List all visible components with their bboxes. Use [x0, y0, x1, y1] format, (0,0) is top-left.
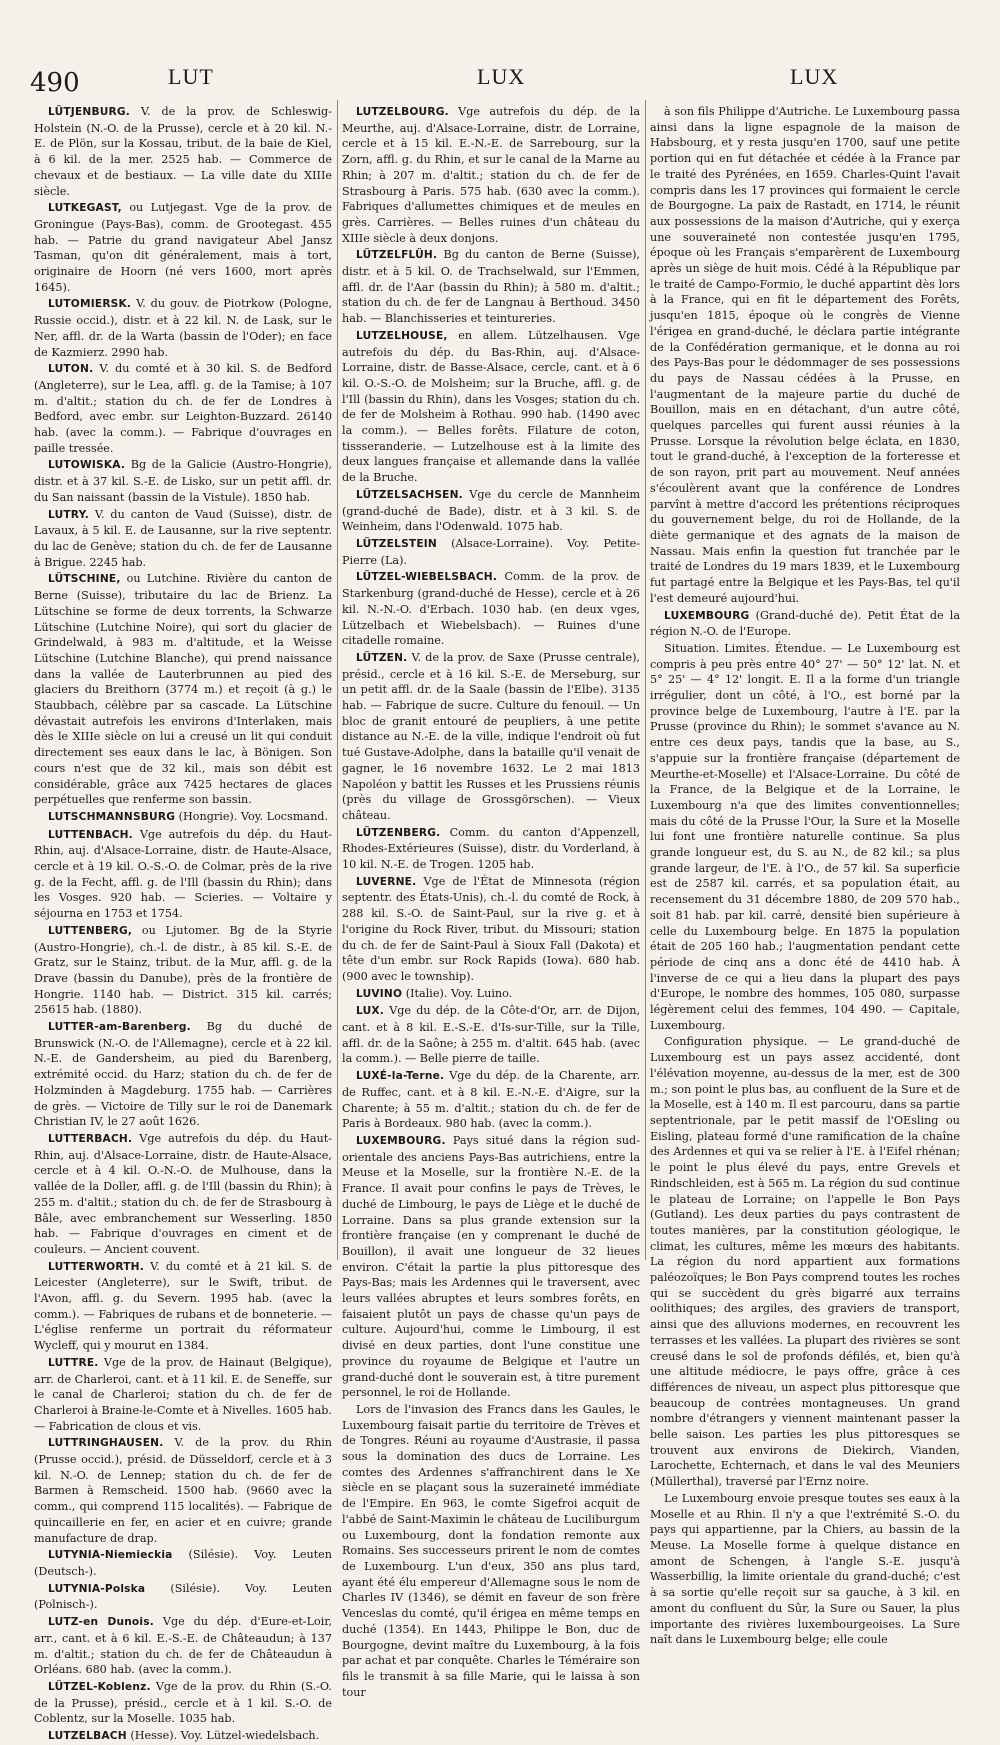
entry-text: ou Lutchine. Rivière du canton de Berne (Suisse), tributaire du lac de Brienz. La Lütschine se forme de deux torrents, la Schwarze Lütschine (Lutchine Noire), qui sort du glacier de Grindelwald, à 983 m. d'altitude, et la Weisse Lütschine (Lutchine Blanche), qui prend naissance dans la vallée de Lauterbrunnen au pied des glaciers du Breithorn (3774 m.) et reçoit (à g.) le Staubbach, célèbre par sa cascade. La Lütschine dévastait autrefois les environs d'Interlaken, mais dès le XIIIe siècle on lui a creusé un lit qui conduit directement ses eaux dans le lac, à Bönigen. Son cours n'est que de 32 kil., mais son débit est considérable, grâce aux 7425 hectares de glaces perpétuelles que renferme son bassin. — [34, 572, 332, 807]
entry-text: V. du comté et à 21 kil. S. de Leicester (Angleterre), sur le Swift, tribut. de l'Avon, affl. g. du Severn. 1995 hab. (avec la comm.). — Fabriques de rubans et de bonneterie. — L'église renferme un portrait du réformateur Wycleff, qui y mourut en 1384. — [34, 1259, 332, 1353]
right-headword: LUX — [790, 64, 839, 89]
entry-headword: LÜTZELSACHSEN. — [356, 488, 463, 501]
dictionary-entry — [34, 104, 332, 199]
dictionary-entry — [342, 874, 640, 985]
dictionary-entry — [342, 1003, 640, 1067]
dictionary-entry — [34, 457, 332, 505]
dictionary-entry — [342, 1068, 640, 1132]
dictionary-entry — [34, 296, 332, 360]
entry-headword: LUTTERWORTH. — [48, 1260, 144, 1273]
entry-text: Vge du cercle de Mannheim (grand-duché de Bade), distr. et à 3 kil. S. de Weinheim, dans l'Odenwald. 1075 hab. — [342, 487, 640, 534]
entry-text: Configuration physique. — Le grand-duché de Luxembourg est un pays assez accidenté, dont l'élévation moyenne, au-dessus de la mer, est de 300 m.; son point le plus bas, au confluent de la Sure et de la Moselle, est à 140 m. Il est parcouru, dans sa partie septentrionale, par le petit massif de l'OEsling ou Eisling, plateau formé d'une ramification de la chaîne des Ardennes et qui va se relier à l'E. à l'Eifel rhénan; le point le plus élevé du pays, entre Grevels et Rindschleiden, est à 565 m. La région du sud continue le plateau de Lorraine; on l'appelle le Bon Pays (Gutland). Les deux parties du pays contrastent de toutes manières, par la constitution géologique, le climat, les cultures, même les mœurs des habitants. La région du nord appartient aux formations paléozoïques; le Bon Pays comprend toutes les roches qui se succèdent du grès bigarré aux terrains oolithiques; des argiles, des graviers de transport, ainsi que des alluvions modernes, en recouvrent les terrasses et les vallées. La plupart des rivières se sont creusé dans le sol de profonds défilés, et, bien qu'à une altitude médiocre, le pays offre, grâce à ces différences de niveau, un aspect plus pittoresque que beaucoup de contrées montagneuses. Un grand nombre d'étrangers y viennent maintenant passer la belle saison. Les parties les plus pittoresques se trouvent aux environs de Diekirch, Vianden, Larochette, Echternach, et dans le val des Meuniers (Müllerthal), traversé par l'Ernz noire. — [650, 1035, 960, 1489]
entry-headword: LUX. — [356, 1005, 384, 1018]
entry-text: ou Lutjegast. Vge de la prov. de Groningue (Pays-Bas), comm. de Grootegast. 455 hab. — Patrie du grand navigateur Abel Jansz Tasman, qu'on dit généralement, mais à tort, originaire de Hoorn (né vers 1600, mort après 1645). — [34, 201, 332, 294]
entry-text: (Silésie). Voy. Leuten (Polnisch-). — [34, 1581, 332, 1612]
entry-paragraph — [650, 1491, 960, 1648]
dictionary-entry — [34, 200, 332, 295]
dictionary-entry — [34, 1728, 332, 1745]
entry-text: en allem. Lützelhausen. Vge autrefois du dép. du Bas-Rhin, auj. d'Alsace-Lorraine, distr. de Basse-Alsace, cercle, cant. et à 6 kil. O.-S.-O. de Molsheim; sur la Bruche, affl. g. de l'Ill (bassin du Rhin), dans les Vosges; station du ch. de fer de Molsheim à Rothau. 990 hab. (1490 avec la comm.). — Belles forêts. Filature de coton, tissseranderie. — Lutzelhouse est à la limite des deux langues française et allemande dans la vallée de la Bruche. — [342, 328, 640, 485]
dictionary-entry — [34, 507, 332, 571]
column-divider — [645, 100, 646, 1260]
column-divider — [337, 100, 338, 1260]
dictionary-entry — [342, 487, 640, 535]
dictionary-entry — [34, 571, 332, 808]
entry-text: à son fils Philippe d'Autriche. Le Luxembourg passa ainsi dans la ligne espagnole de la maison de Habsbourg, et y resta jusqu'en 1700, sauf une petite portion qui en fut détachée et cédée à la France par le traité des Pyrénées, en 1659. Charles-Quint l'avait compris dans les 17 provinces qui formaient le cercle de Bourgogne. La paix de Rastadt, en 1714, le réunit aux possessions de la maison d'Autriche, qui y exerça une souveraineté non contestée jusqu'en 1795, époque où les Français s'emparèrent de Luxembourg après un siège de huit mois. Cédé à la République par le traité de Campo-Formio, le duché appartint dès lors à la France, qui en fit le département des Forêts, jusqu'en 1815, époque où le congrès de Vienne l'érigea en grand-duché, le déclara partie intégrante de la Confédération germanique, et le donna au roi des Pays-Bas pour le dédommager de ses possessions du pays de Nassau cédées à la Prusse, en l'augmentant de la majeure partie du duché de Bouillon, mais en en détachant, d'un autre côté, quelques parcelles qui furent aussi réunies à la Prusse. Lorsque la révolution belge éclata, en 1830, tout le grand-duché, à l'exception de la forteresse et de son rayon, prit part au mouvement. Neuf années s'écoulèrent avant que la conférence de Londres parvînt à mettre d'accord les prétentions réciproques du gouvernement belge, du roi de Hollande, de la diète germanique et des agnats de la maison de Nassau. Mais enfin la question fut tranchée par le traité de Londres du 19 mars 1839, et le Luxembourg fut partagé entre la Belgique et les Pays-Bas, tel qu'il l'est demeuré aujourd'hui. — [650, 105, 960, 605]
entry-headword: LUTON. — [48, 363, 94, 376]
entry-paragraph — [650, 641, 960, 1034]
entry-headword: LÜTZENBERG. — [356, 826, 441, 839]
entry-headword: LUTZ-en Dunois. — [48, 1616, 154, 1629]
entry-text: (Italie). Voy. Luino. — [402, 986, 513, 1000]
entry-text: Vge autrefois du dép. du Haut-Rhin, auj. d'Alsace-Lorraine, distr. de Haute-Alsace, cercle et à 4 kil. O.-N.-O. de Mulhouse, dans la vallée de la Doller, affl. g. de l'Ill (bassin du Rhin); à 255 m. d'altit.; station du ch. de fer de Strasbourg à Bâle, avec embranchement sur Wesserling. 1850 hab. — Fabrique d'ouvrages en ciment et de couleurs. — Ancient couvent. — [34, 1132, 332, 1256]
text-column-2 — [342, 104, 640, 1699]
entry-headword: LÜTZELFLÜH. — [356, 249, 438, 262]
middle-headword: LUX — [477, 64, 526, 89]
entry-text: Bg du canton de Berne (Suisse), distr. et à 5 kil. O. de Trachselwald, sur l'Emmen, affl. dr. de l'Aar (bassin du Rhin); à 580 m. d'altit.; station du ch. de fer de Langnau à Berthoud. 3450 hab. — Blanchisseries et teintureries. — [342, 248, 640, 326]
entry-paragraph — [650, 1034, 960, 1489]
dictionary-entry — [342, 328, 640, 486]
entry-text: Vge autrefois du dép. de la Meurthe, auj. d'Alsace-Lorraine, distr. de Lorraine, cercle et à 15 kil. E.-N.-E. de Sarrebourg, sur la Zorn, affl. g. du Rhin, et sur le canal de la Marne au Rhin; à 207 m. d'altit.; station du ch. de fer de Strasbourg à Paris. 575 hab. (630 avec la comm.). Fabriques d'allumettes chimiques et de meules en grès. Carrières. — Belles ruines d'un château du XIIIe siècle à deux donjons. — [342, 105, 640, 245]
entry-headword: LUTYNIA-Niemieckia — [48, 1549, 173, 1562]
dictionary-entry — [342, 104, 640, 246]
entry-headword: LUTZELBOURG. — [356, 106, 449, 118]
entry-text: ou Ljutomer. Bg de la Styrie (Austro-Hongrie), ch.-l. de distr., à 85 kil. S.-E. de Gratz, sur le Stainz, tribut. de la Mur, affl. g. de la Drave (bassin du Danube), près de la frontière de Hongrie. 1140 hab. — District. 315 kil. carrés; 25615 hab. (1880). — [34, 923, 332, 1017]
dictionary-entry — [34, 1131, 332, 1258]
entry-text: Comm. du canton d'Appenzell, Rhodes-Extérieures (Suisse), distr. du Vorderland, à 10 kil. N.-E. de Trogen. 1205 hab. — [342, 825, 640, 872]
entry-paragraph — [650, 104, 960, 607]
dictionary-entry — [650, 608, 960, 640]
entry-text: Vge de la prov. du Rhin (S.-O. de la Prusse), présid., cercle et à 1 kil. S.-O. de Coblentz, sur la Moselle. 1035 hab. — [34, 1679, 332, 1726]
entry-text: Le Luxembourg envoie presque toutes ses eaux à la Moselle et au Rhin. Il n'y a que l'extrémité S.-O. du pays qui appartienne, par la Chiers, au bassin de la Meuse. La Moselle forme à quelque distance en amont de Schengen, à l'angle S.-E. jusqu'à Wasserbillig, la limite orientale du grand-duché; c'est à sa sortie qu'elle reçoit sur sa gauche, à 3 kil. en amont du confluent du Sûr, la Sure ou Sauer, la plus importante des rivières luxembourgeoises. La Sure naît dans le Luxembourg belge; elle coule — [650, 1491, 960, 1647]
entry-headword: LUTTRINGHAUSEN. — [48, 1437, 164, 1450]
dictionary-entry — [342, 536, 640, 568]
entry-text: Lors de l'invasion des Francs dans les Gaules, le Luxembourg faisait partie du territoire de Trèves et de Tongres. Réuni au royaume d'Austrasie, il passa sous la domination des ducs de Lorraine. Les comtes des Ardennes s'affranchirent dans le Xe siècle en se plaçant sous la suzeraineté immédiate de l'Empire. En 963, le comte Sigefroi acquit de l'abbé de Saint-Maximin le château de Luciliburgum ou Luxembourg, dont la fondation remonte aux Romains. Ses successeurs prirent le nom de comtes de Luxembourg. L'un d'eux, 350 ans plus tard, ayant été élu empereur d'Allemagne sous le nom de Charles IV (1346), se démit en faveur de son frère Venceslas du comté, qu'il érigea en même temps en duché (1354). En 1443, Philippe le Bon, duc de Bourgogne, devint maître du Luxembourg, à la fois par achat et par conquête. Charles le Téméraire son fils le transmit à sa fille Marie, qui le laissa à son tour — [342, 1402, 640, 1699]
entry-text: (Grand-duché de). Petit État de la région N.-O. de l'Europe. — [650, 608, 960, 639]
entry-text: Vge du dép. de la Côte-d'Or, arr. de Dijon, cant. et à 8 kil. E.-S.-E. d'Is-sur-Tille, sur la Tille, affl. dr. de la Saône; à 255 m. d'altit. 645 hab. (avec la comm.). — Belle pierre de taille. — [342, 1004, 640, 1066]
entry-headword: LUVINO — [356, 987, 403, 1000]
entry-headword: LUTKEGAST, — [48, 202, 122, 215]
entry-text: V. de la prov. de Saxe (Prusse centrale), présid., cercle et à 16 kil. S.-E. de Merseburg, sur un petit affl. dr. de la Saale (bassin de l'Elbe). 3135 hab. — Fabrique de sucre. Culture du fenouil. — Un bloc de granit entouré de peupliers, à une petite distance au N.-E. de la ville, indique l'endroit où fut tué Gustave-Adolphe, dans la bataille qu'il venait de gagner, le 16 novembre 1632. Le 2 mai 1813 Napoléon y battit les Russes et les Prussiens réunis (près du village de Grossgörschen). — Vieux château. — [342, 650, 640, 822]
entry-text: (Alsace-Lorraine). Voy. Petite-Pierre (La). — [342, 536, 640, 567]
entry-text: Comm. de la prov. de Starkenburg (grand-duché de Hesse), cercle et à 26 kil. N.-N.-O. d'Erbach. 1030 hab. (en deux vges, Lützelbach et Wiebelsbach). — Ruines d'une citadelle romaine. — [342, 570, 640, 648]
dictionary-entry — [34, 1259, 332, 1354]
entry-headword: LUXEMBOURG — [664, 609, 750, 622]
page-number: 490 — [30, 68, 80, 98]
text-column-1 — [34, 104, 333, 1743]
entry-headword: LÜTZEL-Koblenz. — [48, 1680, 151, 1693]
dictionary-entry — [34, 809, 332, 826]
entry-text: V. du gouv. de Piotrkow (Pologne, Russie occid.), distr. et à 22 kil. N. de Lask, sur le Ner, affl. dr. de la Warta (bassin de l'Oder); en face de Kazmierz. 2990 hab. — [34, 297, 332, 359]
entry-headword: LUTTENBACH. — [48, 828, 133, 841]
entry-headword: LUTTRE. — [48, 1356, 99, 1369]
entry-headword: LUTOMIERSK. — [48, 298, 132, 311]
dictionary-entry — [34, 361, 332, 456]
entry-text: (Hongrie). Voy. Locsmand. — [175, 809, 329, 823]
entry-text: Situation. Limites. Étendue. — Le Luxembourg est compris à peu près entre 40° 27' — 50° 12' lat. N. et 5° 25' — 4° 12' longit. E. Il a la forme d'un triangle irrégulier, dont un côté, à l'O., est borné par la province belge de Luxembourg, l'autre à l'E. par la Prusse (province du Rhin); le sommet s'avance au N. entre ces deux pays, tandis que la base, au S., s'appuie sur la frontière française (département de Meurthe-et-Moselle) et l'Alsace-Lorraine. Du côté de la France, de la Belgique et de la Lorraine, le Luxembourg n'a que des limites conventionnelles; mais du côté de la Prusse l'Our, la Sure et la Moselle lui font une frontière naturelle continue. Sa plus grande longueur est, du S. au N., de 82 kil.; sa plus grande largeur, de l'E. à l'O., de 57 kil. Sa superficie est de 2587 kil. carrés, et sa population était, au recensement du 31 décembre 1880, de 209 570 hab., soit 81 hab. par kil. carré, densité bien supérieure à celle du Luxembourg belge. En 1875 la population était de 205 160 hab.; l'augmentation pendant cette période de cinq ans a donc été de 4410 hab. À l'inverse de ce qui a lieu dans la plupart des pays d'Europe, le nombre des hommes, 105 080, surpasse légèrement celui des femmes, 104 490. — Capitale, Luxembourg. — [650, 641, 960, 1032]
entry-headword: LUTTENBERG, — [48, 924, 133, 937]
dictionary-entry — [34, 1679, 332, 1727]
entry-headword: LUTOWISKA. — [48, 459, 126, 472]
dictionary-entry — [342, 986, 640, 1003]
entry-paragraph — [342, 1402, 640, 1700]
dictionary-entry — [34, 1435, 332, 1546]
text-column-3 — [650, 104, 960, 1647]
entry-headword: LUTYNIA-Polska — [48, 1582, 146, 1595]
entry-headword: LUVERNE. — [356, 875, 417, 888]
dictionary-entry — [342, 650, 640, 824]
dictionary-entry — [342, 247, 640, 327]
entry-text: Vge du dép. de la Charente, arr. de Ruffec, cant. et à 8 kil. E.-N.-E. d'Aigre, sur la Charente; à 55 m. d'altit.; station du ch. de fer de Paris à Bordeaux. 980 hab. (avec la comm.). — [342, 1069, 640, 1131]
entry-headword: LUTZELBACH — [48, 1730, 127, 1743]
entry-headword: LÜTZEL-WIEBELSBACH. — [356, 571, 498, 584]
entry-headword: LUTZELHOUSE, — [356, 329, 448, 342]
dictionary-entry — [342, 1133, 640, 1401]
dictionary-entry — [34, 1547, 332, 1579]
entry-text: Bg de la Galicie (Austro-Hongrie), distr. et à 37 kil. S.-E. de Lisko, sur un petit affl. dr. du San naissant (bassin de la Vistule). 1850 hab. — [34, 458, 332, 504]
dictionary-entry — [34, 923, 332, 1018]
dictionary-entry — [34, 1019, 332, 1130]
dictionary-entry — [342, 569, 640, 649]
entry-text: V. de la prov. du Rhin (Prusse occid.), présid. de Düsseldorf, cercle et à 3 kil. N.-O. de Lennep; station du ch. de fer de Barmen à Remscheid. 1500 hab. (9660 avec la comm., qui comprend 115 localités). — Fabrique de quincaillerie en fer, en acier et en cuivre; grande manufacture de drap. — [34, 1436, 332, 1545]
entry-text: Vge de la prov. de Hainaut (Belgique), arr. de Charleroi, cant. et à 11 kil. E. de Seneffe, sur le canal de Charleroi; station du ch. de fer de Charleroi à Braine-le-Comte et à Nivelles. 1605 hab. — Fabrication de clous et vis. — [34, 1355, 332, 1433]
entry-headword: LUXEMBOURG. — [356, 1135, 446, 1147]
dictionary-entry — [34, 827, 332, 922]
entry-headword: LUTSCHMANNSBURG — [48, 810, 176, 823]
left-headword: LUT — [168, 64, 214, 89]
entry-headword: LÜTZELSTEIN — [356, 537, 437, 550]
entry-headword: LÜTSCHINE, — [48, 573, 121, 586]
entry-headword: LUTTER-am-Barenberg. — [48, 1021, 191, 1034]
entry-text: (Silésie). Voy. Leuten (Deutsch-). — [34, 1548, 332, 1578]
dictionary-entry — [34, 1614, 332, 1678]
dictionary-entry — [342, 825, 640, 873]
entry-text: Vge de l'État de Minnesota (région septentr. des États-Unis), ch.-l. du comté de Rock, à 288 kil. S.-O. de Saint-Paul, sur la rive g. et à l'origine du Rock River, tribut. du Missouri; station du ch. de fer de Saint-Paul à Sioux Fall (Dakota) et tête d'un embr. sur Rock Rapids (Iowa). 680 hab. (900 avec le township). — [342, 874, 640, 983]
entry-text: Vge du dép. d'Eure-et-Loir, arr., cant. et à 6 kil. E.-S.-E. de Châteaudun; à 137 m. d'altit.; station du ch. de fer de Châteaudun à Orléans. 680 hab. (avec la comm.). — [34, 1615, 333, 1677]
entry-text: (Hesse). Voy. Lützel-wiedelsbach. — [126, 1729, 320, 1743]
entry-text: V. du comté et à 30 kil. S. de Bedford (Angleterre), sur le Lea, affl. g. de la Tamise; à 107 m. d'altit.; station du ch. de fer de Londres à Bedford, avec embr. sur Leighton-Buzzard. 26140 hab. (avec la comm.). — Fabrique d'ouvrages en paille tressée. — [34, 362, 332, 455]
entry-text: V. du canton de Vaud (Suisse), distr. de Lavaux, à 5 kil. E. de Lausanne, sur la rive septentr. du lac de Genève; station du ch. de fer de Lausanne à Brigue. 2245 hab. — [34, 507, 332, 569]
running-header — [0, 62, 1000, 102]
entry-text: V. de la prov. de Schleswig-Holstein (N.-O. de la Prusse), cercle et à 20 kil. N.-E. de Plön, sur la Kossau, tribut. de la baie de Kiel, à 6 kil. de la mer. 2525 hab. — Commerce de chevaux et de bestiaux. — La ville date du XIIIe siècle. — [34, 105, 332, 198]
entry-headword: LUTTERBACH. — [48, 1133, 133, 1145]
entry-headword: LÜTZEN. — [356, 651, 408, 664]
entry-text: Vge autrefois du dép. du Haut-Rhin, auj. d'Alsace-Lorraine, distr. de Haute-Alsace, cercle et à 19 kil. O.-S.-O. de Colmar, près de la rive g. de la Fecht, affl. g. de l'Ill (bassin du Rhin); dans les Vosges. 920 hab. — Scieries. — Voltaire y séjourna en 1753 et 1754. — [34, 827, 332, 921]
dictionary-entry — [34, 1581, 332, 1613]
dictionary-entry — [34, 1355, 332, 1435]
entry-text: Bg du duché de Brunswick (N.-O. de l'Allemagne), cercle et à 22 kil. N.-E. de Gandersheim, au pied du Barenberg, extrémité occid. du Harz; station du ch. de fer de Holzminden à Magdeburg. 1755 hab. — Carrières de grès. — Victoire de Tilly sur le roi de Danemark Christian IV, le 27 août 1626. — [34, 1020, 332, 1129]
entry-text: Pays situé dans la région sud-orientale des anciens Pays-Bas autrichiens, entre la Meuse et la Moselle, sur la frontière N.-E. de la France. Il avait pour confins le pays de Trèves, le duché de Limbourg, le pays de Liège et le duché de Lorraine. Dans sa plus grande extension sur la frontière française (en y comprenant le duché de Bouillon), il avait une longueur de 32 lieues environ. C'était la partie la plus pittoresque des Pays-Bas; mais les Ardennes qui le traversent, avec leurs vallées abruptes et leurs sombres forêts, en faisaient plutôt un pays de chasse qu'un pays de culture. Aujourd'hui, comme le Limbourg, il est divisé en deux parties, dont l'une constitue une province du royaume de Belgique et l'autre un grand-duché dont le souverain est, à titre purement personnel, le roi de Hollande. — [342, 1134, 640, 1400]
entry-headword: LUXÉ-la-Terne. — [356, 1070, 445, 1083]
entry-headword: LÜTJENBURG. — [48, 106, 130, 118]
entry-headword: LUTRY. — [48, 508, 89, 521]
